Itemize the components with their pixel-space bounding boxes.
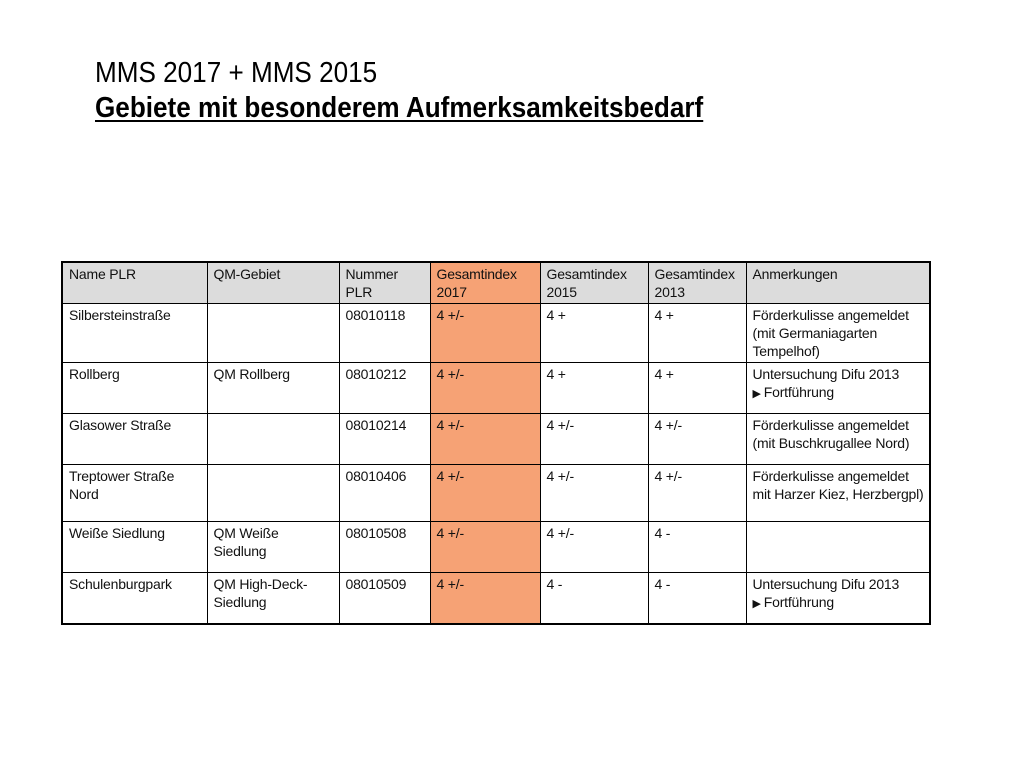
header-nummer-plr: Nummer PLR xyxy=(339,262,430,304)
arrow-right-icon: ▶ xyxy=(752,388,761,400)
cell-name: Glasower Straße xyxy=(62,414,207,465)
cell-gesamtindex-2017: 4 +/- xyxy=(430,304,540,363)
table-row xyxy=(62,414,930,465)
table-header-row xyxy=(62,262,930,304)
slide-title xyxy=(95,56,771,126)
header-gesamtindex-2017: Gesamtindex 2017 xyxy=(430,262,540,304)
anmerkung-text: Untersuchung Difu 2013 xyxy=(752,576,900,592)
cell-gesamtindex-2013: 4 + xyxy=(648,363,746,414)
cell-nummer: 08010118 xyxy=(339,304,430,363)
cell-nummer: 08010509 xyxy=(339,573,430,625)
cell-anmerkung xyxy=(746,363,930,414)
cell-gesamtindex-2015: 4 +/- xyxy=(540,522,648,573)
cell-gesamtindex-2015: 4 +/- xyxy=(540,465,648,522)
cell-gesamtindex-2017: 4 +/- xyxy=(430,573,540,625)
cell-gesamtindex-2017: 4 +/- xyxy=(430,465,540,522)
title-line-1: MMS 2017 + MMS 2015 xyxy=(95,57,378,89)
cell-anmerkung xyxy=(746,304,930,363)
cell-name: Treptower Straße Nord xyxy=(62,465,207,522)
table-row xyxy=(62,363,930,414)
cell-name: Rollberg xyxy=(62,363,207,414)
cell-gesamtindex-2015: 4 + xyxy=(540,363,648,414)
cell-anmerkung xyxy=(746,522,930,573)
cell-gesamtindex-2017: 4 +/- xyxy=(430,522,540,573)
anmerkung-text: Untersuchung Difu 2013 xyxy=(752,366,900,382)
cell-gesamtindex-2017: 4 +/- xyxy=(430,363,540,414)
cell-qm xyxy=(207,465,339,522)
cell-nummer: 08010214 xyxy=(339,414,430,465)
cell-qm: QM Weiße Siedlung xyxy=(207,522,339,573)
cell-nummer: 08010212 xyxy=(339,363,430,414)
table-row xyxy=(62,522,930,573)
cell-gesamtindex-2013: 4 + xyxy=(648,304,746,363)
cell-name: Schulenburgpark xyxy=(62,573,207,625)
table-row xyxy=(62,465,930,522)
cell-gesamtindex-2015: 4 - xyxy=(540,573,648,625)
cell-name: Silbersteinstraße xyxy=(62,304,207,363)
cell-gesamtindex-2015: 4 + xyxy=(540,304,648,363)
cell-anmerkung xyxy=(746,414,930,465)
cell-nummer: 08010406 xyxy=(339,465,430,522)
anmerkung-text: Förderkulisse angemeldet mit Harzer Kiez, Herzbergpl) xyxy=(752,468,924,502)
header-gesamtindex-2015: Gesamtindex 2015 xyxy=(540,262,648,304)
cell-name: Weiße Siedlung xyxy=(62,522,207,573)
header-gesamtindex-2013: Gesamtindex 2013 xyxy=(648,262,746,304)
cell-gesamtindex-2015: 4 +/- xyxy=(540,414,648,465)
anmerkung-arrow-text: Fortführung xyxy=(763,384,834,400)
header-qm-gebiet: QM-Gebiet xyxy=(207,262,339,304)
cell-anmerkung xyxy=(746,573,930,625)
header-name-plr: Name PLR xyxy=(62,262,207,304)
cell-anmerkung xyxy=(746,465,930,522)
cell-nummer: 08010508 xyxy=(339,522,430,573)
title-line-2: Gebiete mit besonderem Aufmerksamkeitsbedarf xyxy=(95,92,704,124)
cell-qm: QM Rollberg xyxy=(207,363,339,414)
cell-qm xyxy=(207,304,339,363)
cell-gesamtindex-2017: 4 +/- xyxy=(430,414,540,465)
cell-gesamtindex-2013: 4 - xyxy=(648,573,746,625)
cell-qm: QM High-Deck-Siedlung xyxy=(207,573,339,625)
cell-gesamtindex-2013: 4 +/- xyxy=(648,465,746,522)
anmerkung-text: Förderkulisse angemeldet (mit Germaniagarten Tempelhof) xyxy=(752,307,909,359)
cell-qm xyxy=(207,414,339,465)
cell-gesamtindex-2013: 4 - xyxy=(648,522,746,573)
arrow-right-icon: ▶ xyxy=(752,598,761,610)
anmerkung-arrow-text: Fortführung xyxy=(763,594,834,610)
table-row xyxy=(62,573,930,625)
cell-gesamtindex-2013: 4 +/- xyxy=(648,414,746,465)
header-anmerkungen: Anmerkungen xyxy=(746,262,930,304)
anmerkung-text: Förderkulisse angemeldet (mit Buschkrugallee Nord) xyxy=(752,417,910,451)
mms-table xyxy=(61,261,931,625)
table-row xyxy=(62,304,930,363)
